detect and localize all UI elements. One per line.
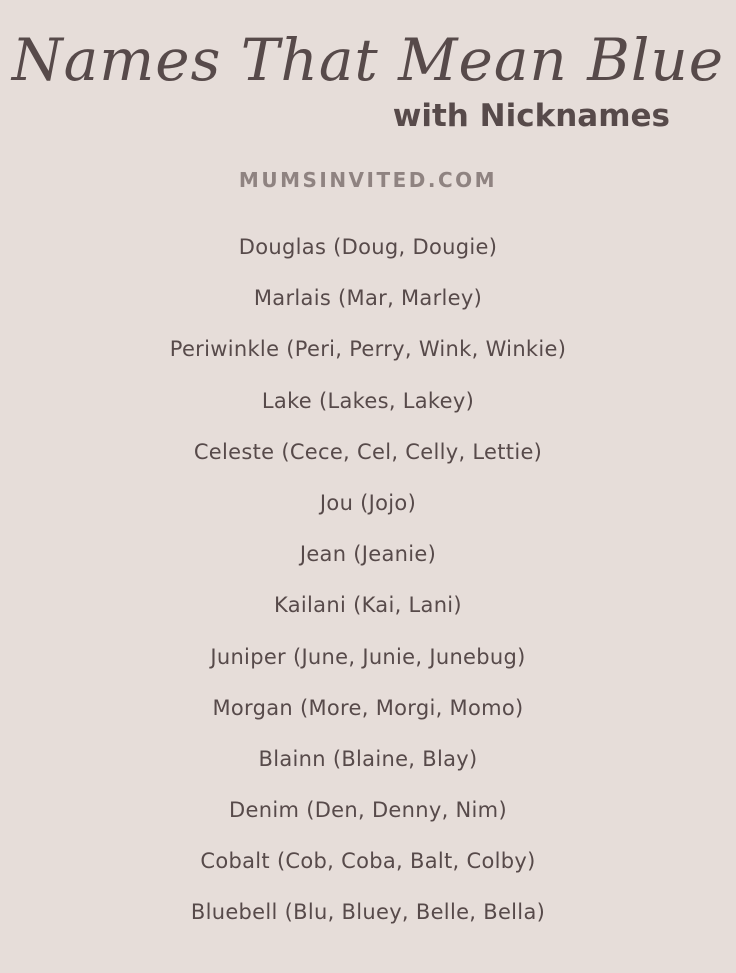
list-item: Jean (Jeanie)	[299, 542, 437, 567]
list-item: Lake (Lakes, Lakey)	[261, 388, 475, 413]
list-item: Denim (Den, Denny, Nim)	[229, 798, 507, 823]
list-item: Kailani (Kai, Lani)	[274, 593, 462, 618]
page-title: Names That Mean Blue	[11, 26, 725, 94]
list-item: Cobalt (Cob, Coba, Balt, Colby)	[200, 849, 536, 874]
list-item: Periwinkle (Peri, Perry, Wink, Winkie)	[169, 337, 567, 362]
list-item: Bluebell (Blu, Bluey, Belle, Bella)	[190, 900, 546, 925]
list-item: Celeste (Cece, Cel, Celly, Lettie)	[193, 439, 543, 464]
list-item: Morgan (More, Morgi, Momo)	[212, 695, 524, 720]
list-item: Jou (Jojo)	[319, 490, 417, 515]
list-item: Marlais (Mar, Marley)	[253, 286, 483, 311]
names-list	[0, 225, 736, 942]
page-subtitle: with Nicknames	[392, 98, 670, 134]
site-name: MUMSINVITED.COM	[238, 168, 498, 192]
list-item: Juniper (June, Junie, Junebug)	[210, 644, 526, 669]
list-item: Douglas (Doug, Dougie)	[238, 235, 498, 259]
list-item: Blainn (Blaine, Blay)	[258, 746, 478, 771]
